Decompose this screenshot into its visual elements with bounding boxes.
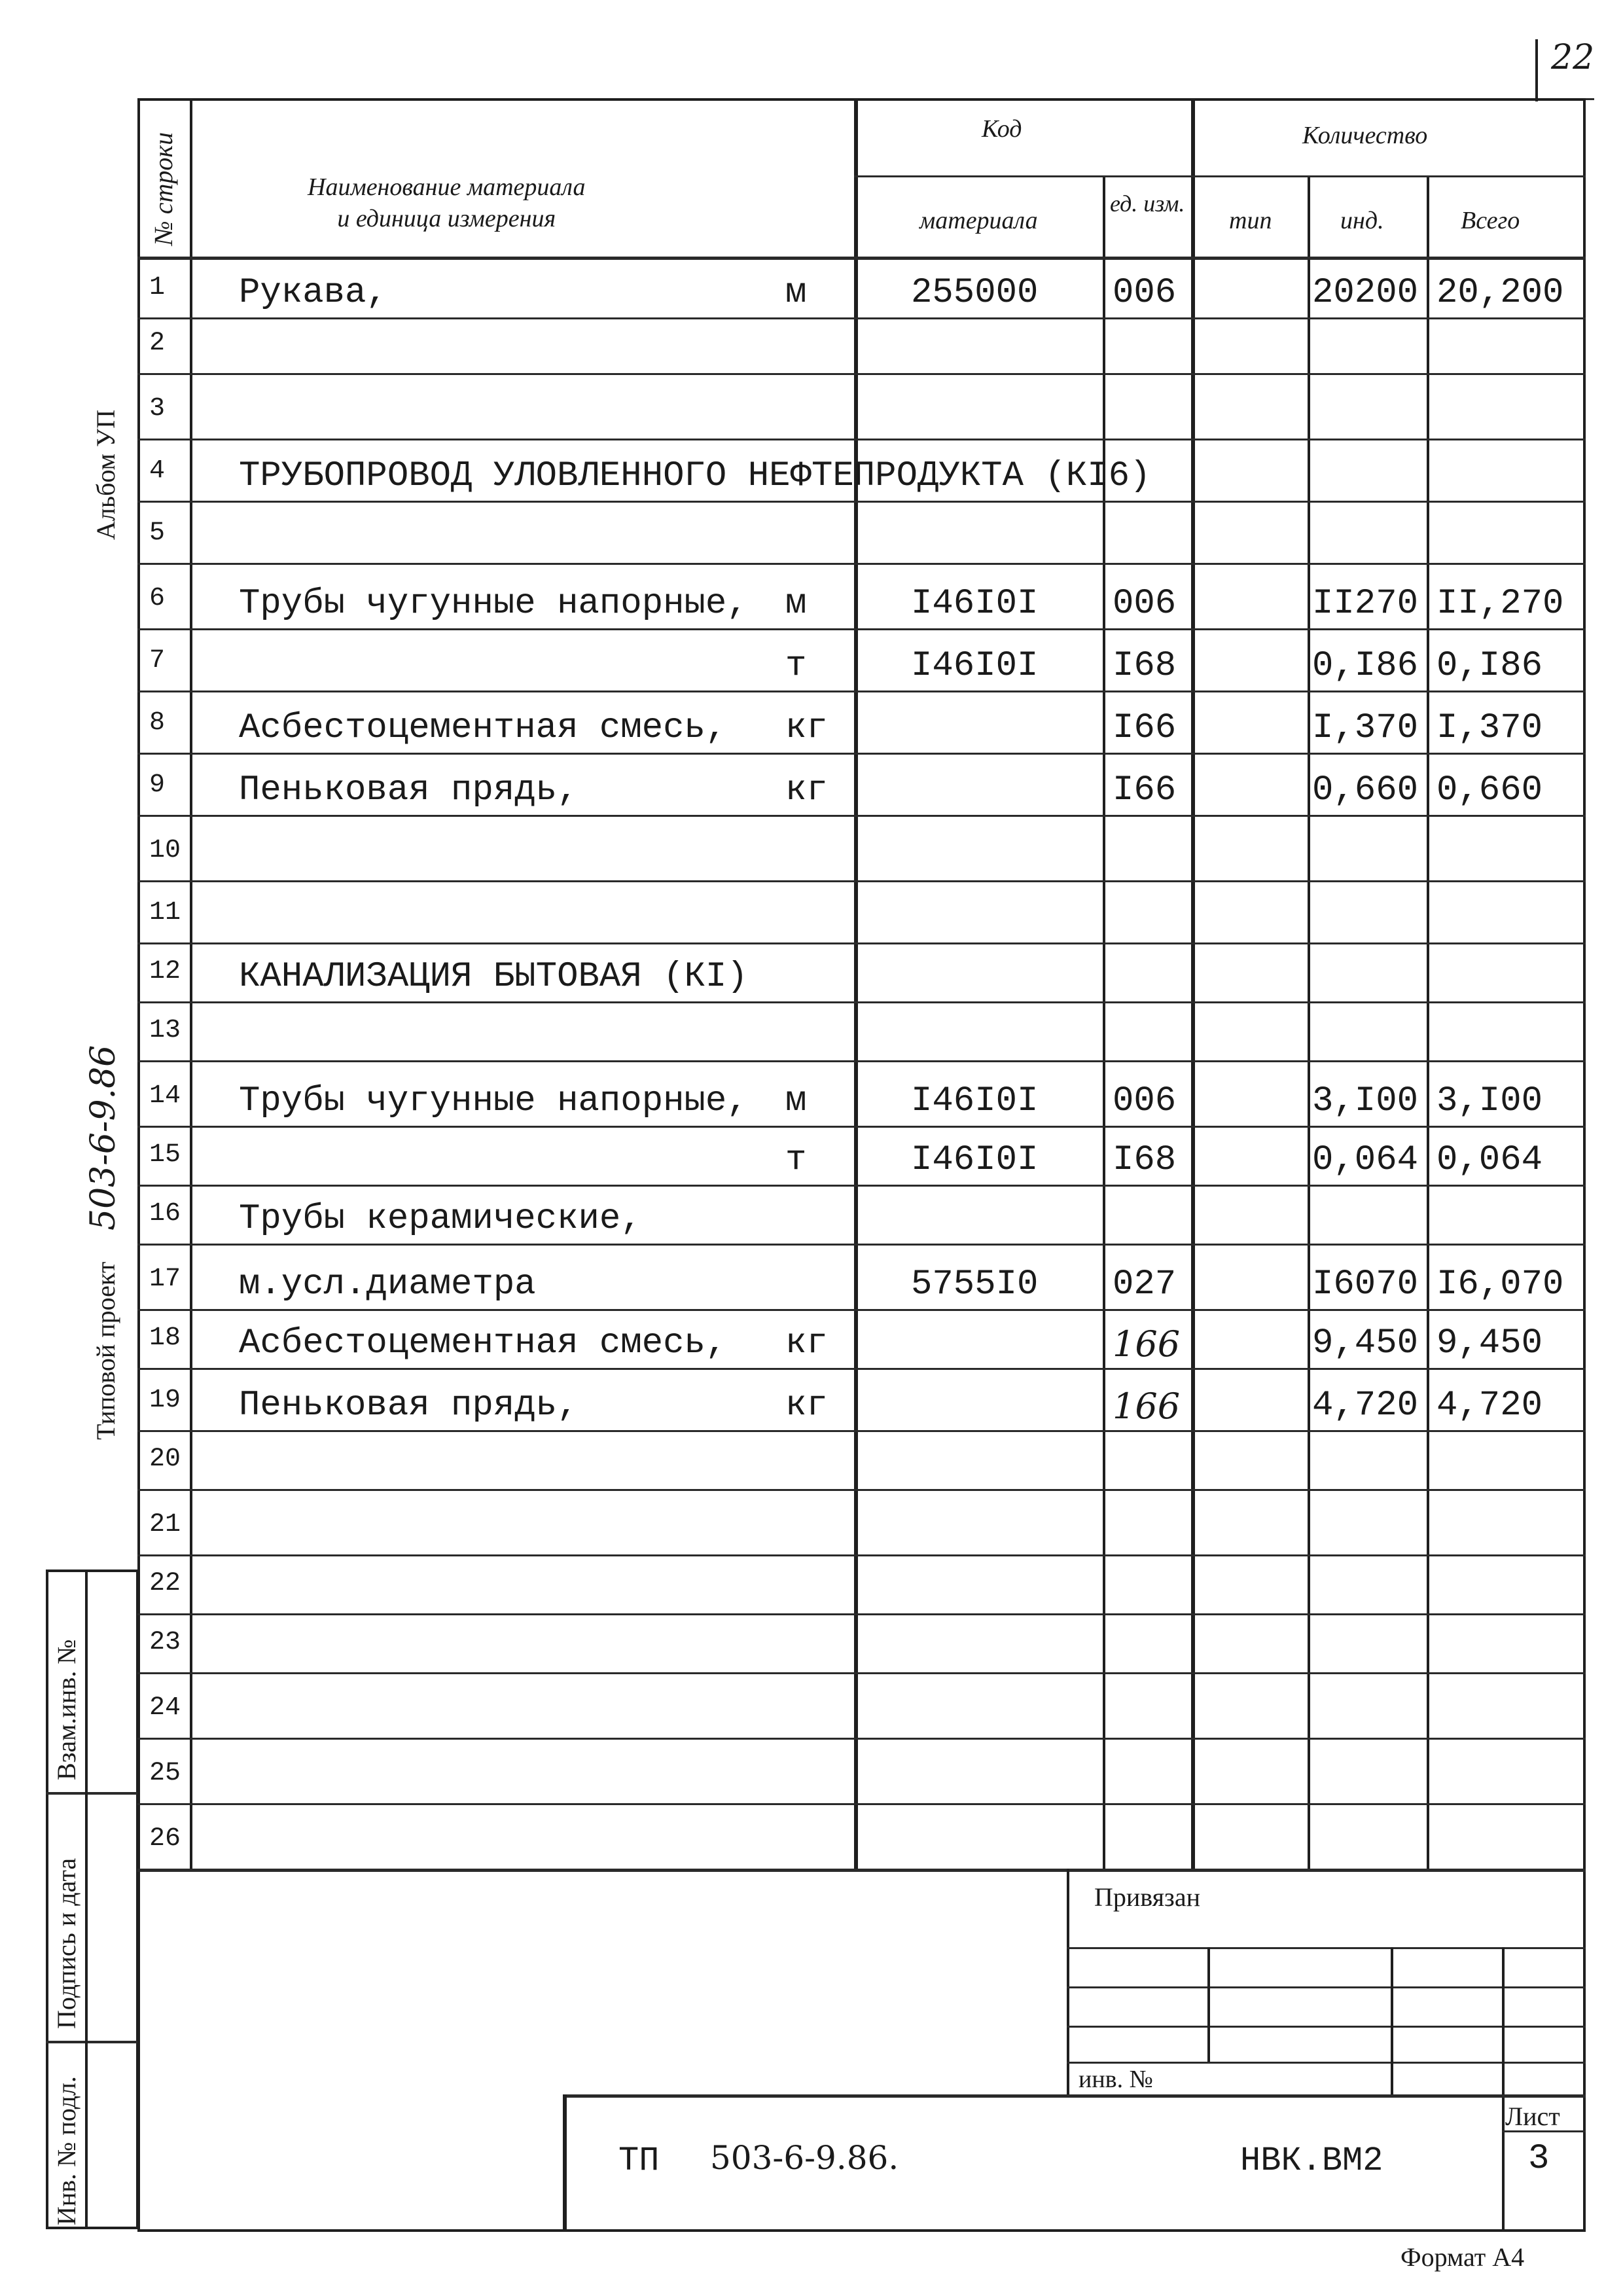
unit-label: кг	[785, 1323, 828, 1363]
header-unit: ед. изм.	[1110, 190, 1185, 217]
row-number: 17	[149, 1265, 181, 1294]
col-line-unit	[1191, 98, 1195, 1869]
stamp-col-1	[1207, 1947, 1210, 2062]
qty-total: II,270	[1436, 584, 1564, 624]
row-number: 16	[149, 1199, 181, 1229]
unit-label: м	[785, 584, 807, 624]
row-number: 10	[149, 836, 181, 865]
left-stamp-divider	[85, 1570, 88, 2229]
row-number: 7	[149, 646, 166, 675]
row-separator	[137, 1803, 1586, 1805]
row-separator	[137, 1368, 1586, 1370]
row-number: 23	[149, 1628, 181, 1657]
row-separator	[137, 439, 1586, 440]
row-number: 13	[149, 1016, 181, 1045]
header-sub-line	[854, 175, 1586, 177]
row-separator	[137, 1126, 1586, 1128]
project-code: 503-6-9.86	[84, 1045, 123, 1230]
unit-label: т	[785, 1140, 807, 1180]
unit-label: т	[785, 646, 807, 686]
unit-code: I68	[1113, 1140, 1177, 1180]
row-number: 24	[149, 1693, 181, 1723]
row-separator	[137, 1489, 1586, 1491]
unit-code: 006	[1113, 1081, 1177, 1121]
row-separator	[137, 753, 1586, 755]
section-title: КАНАЛИЗАЦИЯ БЫТОВАЯ (КI)	[239, 957, 748, 997]
material-code: I46I0I	[911, 1081, 1039, 1121]
header-quantity: Количество	[1302, 122, 1428, 149]
unit-code: I66	[1113, 708, 1177, 748]
header-name: Наименование материала и единица измерения	[308, 173, 586, 232]
row-separator	[137, 815, 1586, 817]
row-number: 12	[149, 957, 181, 986]
unit-code: 166	[1113, 1323, 1181, 1365]
col-line-name	[854, 98, 858, 1869]
stamp-list-no: 3	[1528, 2139, 1550, 2179]
material-name: Пеньковая прядь,	[239, 770, 579, 810]
row-number: 26	[149, 1824, 181, 1854]
qty-total: 3,I00	[1436, 1081, 1543, 1121]
row-separator	[137, 1554, 1586, 1556]
inv-label: Инв. № подл.	[52, 2076, 81, 2225]
row-separator	[137, 1672, 1586, 1674]
row-number: 3	[149, 394, 166, 423]
stamp-list-label: Лист	[1505, 2102, 1560, 2131]
qty-ind: I6070	[1312, 1265, 1419, 1304]
header-bottom-line	[137, 257, 1586, 260]
row-separator	[137, 942, 1586, 944]
stamp-privyazan: Привязан	[1094, 1882, 1201, 1912]
row-number: 5	[149, 518, 166, 548]
row-separator	[137, 1613, 1586, 1615]
row-separator	[137, 1738, 1586, 1740]
header-row-no: № строки	[149, 132, 178, 245]
stamp-left-line	[1067, 1869, 1069, 2094]
row-separator	[137, 1309, 1586, 1311]
header-tip: тип	[1229, 207, 1272, 234]
qty-ind: 9,450	[1312, 1323, 1419, 1363]
stamp-line-2	[1067, 1986, 1586, 1988]
material-name: м.усл.диаметра	[239, 1265, 536, 1304]
qty-ind: I,370	[1312, 708, 1419, 748]
vzam-label: Взам.инв. №	[52, 1639, 81, 1780]
qty-total: 0,660	[1436, 770, 1543, 810]
unit-code: 006	[1113, 273, 1177, 313]
material-code: 255000	[911, 273, 1039, 313]
material-name: Трубы чугунные напорные,	[239, 1081, 748, 1121]
unit-label: кг	[785, 770, 828, 810]
material-code: 5755I0	[911, 1265, 1039, 1304]
row-number: 4	[149, 456, 166, 486]
stamp-title-left	[563, 2094, 567, 2232]
qty-total: I6,070	[1436, 1265, 1564, 1304]
stamp-line-3	[1067, 2026, 1586, 2028]
table-bottom-line	[137, 1869, 1586, 1872]
stamp-tp: ТП	[618, 2142, 660, 2180]
qty-total: 20,200	[1436, 273, 1564, 313]
unit-label: м	[785, 1081, 807, 1121]
unit-code: I68	[1113, 646, 1177, 686]
stamp-col-2	[1391, 1947, 1393, 2094]
qty-total: 0,I86	[1436, 646, 1543, 686]
row-separator	[137, 691, 1586, 692]
row-number: 11	[149, 898, 181, 927]
unit-code: 027	[1113, 1265, 1177, 1304]
left-stamp-sep-1	[46, 1792, 139, 1795]
qty-total: 4,720	[1436, 1386, 1543, 1426]
qty-total: I,370	[1436, 708, 1543, 748]
material-code: I46I0I	[911, 1140, 1039, 1180]
material-name: Рукава,	[239, 273, 387, 313]
qty-ind: 20200	[1312, 273, 1419, 313]
row-number: 18	[149, 1323, 181, 1353]
stamp-doc-no: 503-6-9.86.	[710, 2139, 899, 2177]
material-name: Асбестоцементная смесь,	[239, 1323, 727, 1363]
row-number: 21	[149, 1510, 181, 1539]
qty-ind: 3,I00	[1312, 1081, 1419, 1121]
row-separator	[137, 628, 1586, 630]
row-separator	[137, 1430, 1586, 1432]
stamp-code: НВК.ВМ2	[1240, 2142, 1383, 2180]
header-vsego: Всего	[1461, 207, 1520, 234]
row-number: 25	[149, 1759, 181, 1788]
row-number: 6	[149, 584, 166, 613]
row-number: 19	[149, 1386, 181, 1415]
row-separator	[137, 880, 1586, 882]
material-name: Асбестоцементная смесь,	[239, 708, 727, 748]
row-separator	[137, 563, 1586, 565]
material-name: Пеньковая прядь,	[239, 1386, 579, 1426]
qty-total: 9,450	[1436, 1323, 1543, 1363]
header-ind: инд.	[1340, 207, 1384, 234]
unit-label: кг	[785, 1386, 828, 1426]
unit-label: кг	[785, 708, 828, 748]
podpis-label: Подпись и дата	[52, 1857, 81, 2029]
row-separator	[137, 317, 1586, 319]
page-number-mark	[1535, 39, 1538, 101]
qty-ind: 0,I86	[1312, 646, 1419, 686]
row-number: 15	[149, 1140, 181, 1170]
qty-ind: II270	[1312, 584, 1419, 624]
section-title: ТРУБОПРОВОД УЛОВЛЕННОГО НЕФТЕПРОДУКТА (КI6)	[239, 456, 1151, 496]
row-number: 1	[149, 273, 166, 302]
left-stamp-sep-2	[46, 2041, 139, 2043]
material-code: I46I0I	[911, 646, 1039, 686]
stamp-line-5	[563, 2094, 1586, 2098]
unit-code: 006	[1113, 584, 1177, 624]
qty-ind: 4,720	[1312, 1386, 1419, 1426]
stamp-line-1	[1067, 1947, 1586, 1949]
header-kod: Код	[982, 115, 1022, 143]
col-line-rowno	[190, 98, 192, 1869]
page-number: 22	[1551, 38, 1595, 77]
unit-code: I66	[1113, 770, 1177, 810]
row-separator	[137, 1244, 1586, 1246]
album-label: Альбом УП	[91, 409, 120, 540]
row-number: 9	[149, 770, 166, 800]
qty-total: 0,064	[1436, 1140, 1543, 1180]
header-material: материала	[919, 207, 1038, 234]
row-separator	[137, 1001, 1586, 1003]
stamp-line-4	[1067, 2062, 1586, 2064]
project-label: Типовой проект	[91, 1261, 120, 1440]
row-separator	[137, 1185, 1586, 1187]
row-number: 2	[149, 329, 166, 358]
row-number: 22	[149, 1569, 181, 1598]
unit-label: м	[785, 273, 807, 313]
row-number: 14	[149, 1081, 181, 1111]
qty-ind: 0,660	[1312, 770, 1419, 810]
material-name: Трубы керамические,	[239, 1199, 642, 1239]
format-label: Формат А4	[1400, 2242, 1525, 2272]
row-number: 8	[149, 708, 166, 738]
stamp-inv-no: инв. №	[1079, 2066, 1153, 2093]
unit-code: 166	[1113, 1386, 1181, 1427]
material-code: I46I0I	[911, 584, 1039, 624]
row-separator	[137, 501, 1586, 503]
row-number: 20	[149, 1444, 181, 1474]
stamp-col-3	[1502, 1947, 1505, 2232]
row-separator	[137, 373, 1586, 375]
qty-ind: 0,064	[1312, 1140, 1419, 1180]
material-name: Трубы чугунные напорные,	[239, 584, 748, 624]
row-separator	[137, 1060, 1586, 1062]
